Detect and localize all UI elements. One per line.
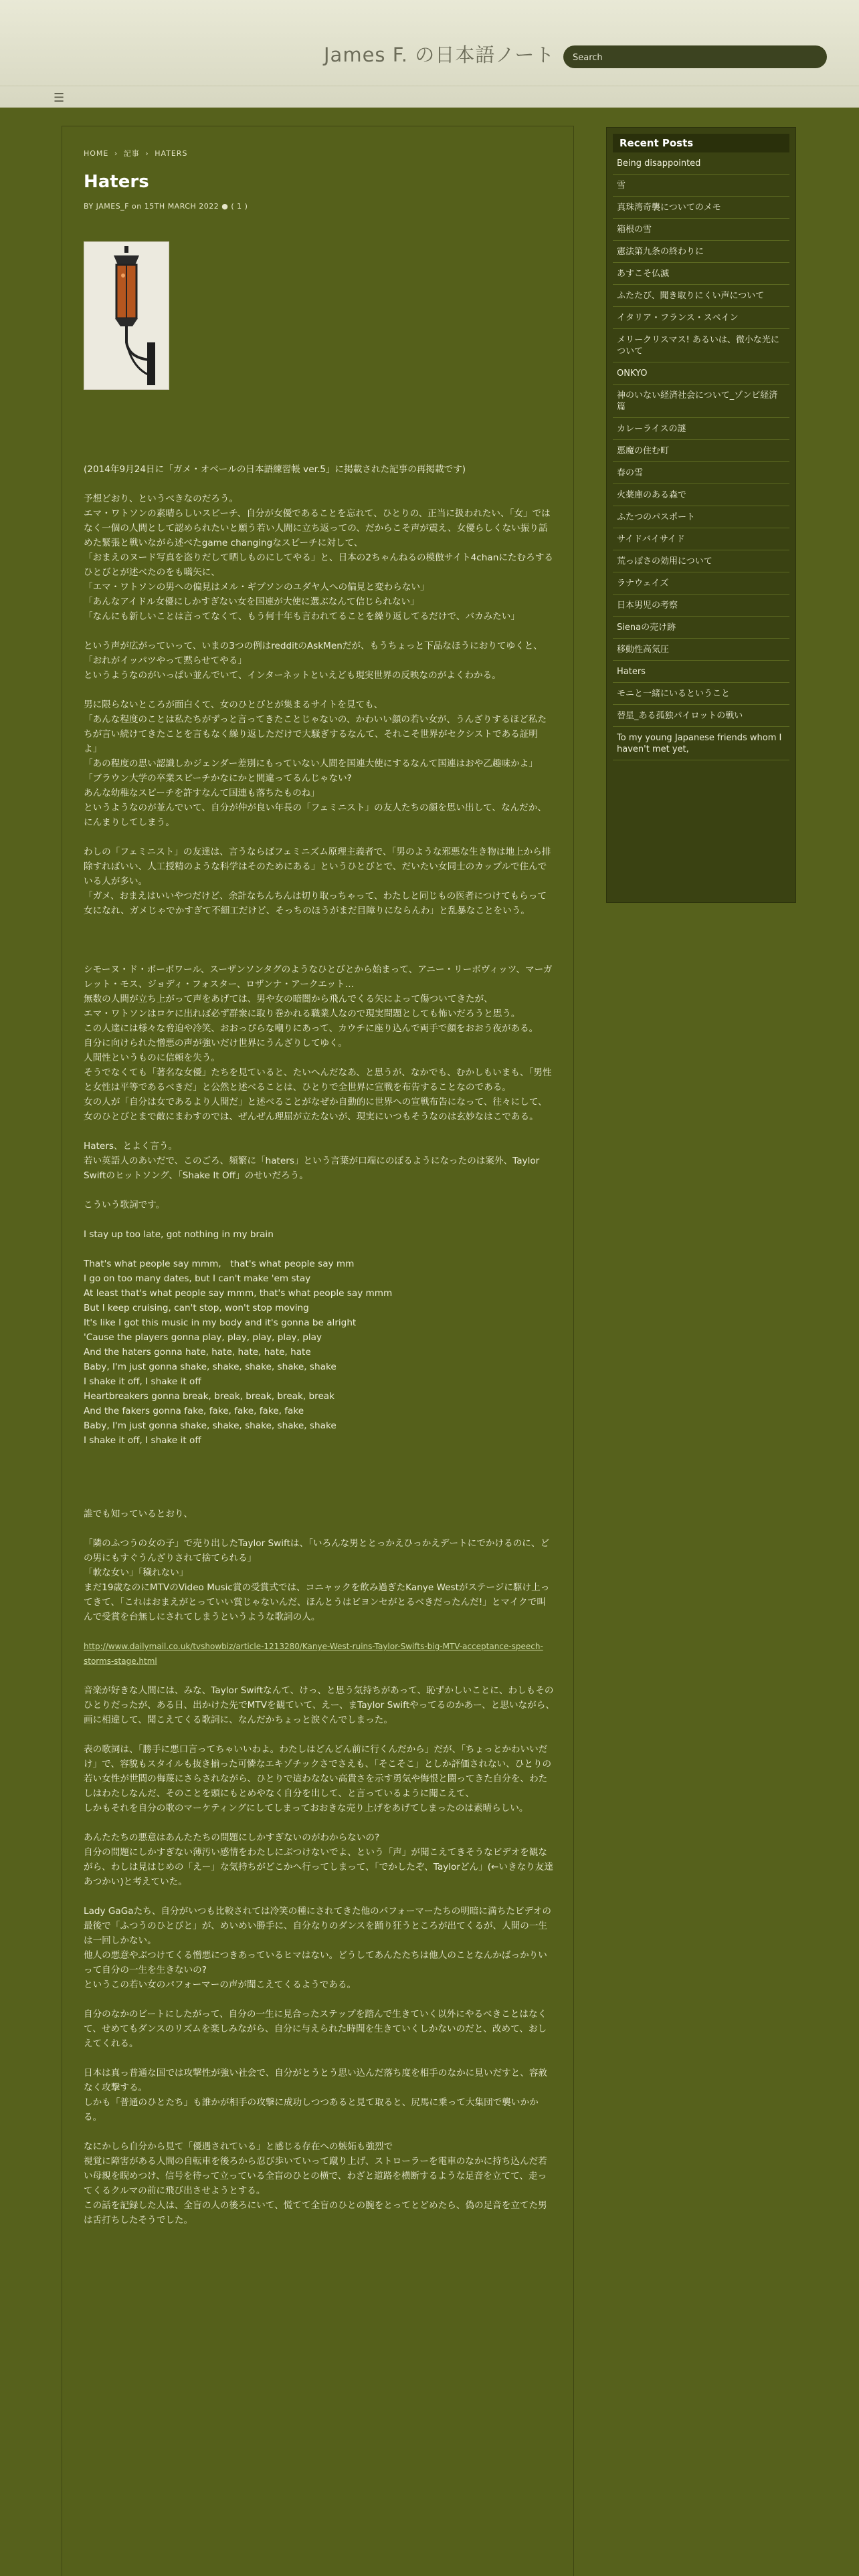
body-paragraph: That's what people say mmm, that's what people say mm I go on too many dates, but I can't make 'em stay At least that's what people say mmm, that's what people say mmm But I keep cruising, can't stop, won't stop moving It's like I got this music in my body and it's gonna be alright 'Cause the players gonna play, play, play, play, play And the haters gonna hate, hate, hate, hate, hate Baby, I'm just gonna shake, shake, shake, shake, shake I shake it off, I shake it off Heartbreakers gonna break, break, break, break, break And the fakers gonna fake, fake, fake, fake, fake Baby, I'm just gonna shake, shake, shake, shake, shake I shake it off, I shake it off <box>84 1259 393 1446</box>
body-paragraph: こういう歌詞です。 <box>84 1200 165 1210</box>
external-article-link[interactable]: http://www.dailymail.co.uk/tvshowbiz/article-1213280/Kanye-West-ruins-Taylor-Swifts-big-MTV-acceptance-speech-storms-stage.html <box>84 1642 543 1666</box>
sidebar-post-link[interactable]: ラナウェイズ <box>613 572 789 595</box>
breadcrumb-separator: › <box>145 149 149 158</box>
body-paragraph: 予想どおり、というべきなのだろう。 エマ・ワトソンの素晴らしいスピーチ、自分が女優であることを忘れて、ひとりの、正当に扱われたい、「女」ではなく一個の人間として認められたいと願う若い人間に立ち返っての、だからこそ声が震え、女優らしくない振り話めた緊張と戦いながら述べたgame changingなスピーチに対して、 「おまえのヌード写真を盗りだして晒しものにしてやる」と、日本の2ちゃんねるの模倣サイト4chanにたむろするひとびとが述べたのをも嚆矢に、 「エマ・ワトソンの男への偏見はメル・ギブソンのユダヤ人への偏見と変わらない」 「あんなアイドル女優にしかすぎない女を国連が大使に選ぶなんて信じられない」 「なんにも新しいことは言ってなくて、もう何十年も言われてることを繰り返してるだけで、バカみたい」 <box>84 494 553 622</box>
sidebar-post-link[interactable]: 悪魔の住む町 <box>613 440 789 462</box>
breadcrumb-current: HATERS <box>155 149 188 158</box>
sidebar-post-link[interactable]: 春の雪 <box>613 462 789 484</box>
body-paragraph: 日本は真っ普通な国では攻撃性が強い社会で、自分がとうとう思い込んだ落ち度を相手のなかに見いだすと、容赦なく攻撃する。 しかも「普通のひとたち」も誰かが相手の攻撃に成功しつつあると見て取ると、尻馬に乗って大集団で襲いかかる。 <box>84 2068 548 2123</box>
sidebar-post-link[interactable]: メリークリスマス! あるいは、微小な光について <box>613 329 789 362</box>
breadcrumb-home[interactable]: HOME <box>84 149 109 158</box>
sidebar-post-link[interactable]: モニと一緒にいるということ <box>613 683 789 705</box>
body-paragraph: 自分のなかのビートにしたがって、自分の一生に見合ったステップを踏んで生きていく以外にやるべきことはなくて、せめてもダンスのリズムを楽しみながら、自分に与えられた時間を生きていくしかないのだと、改めて、おしえてくれる。 <box>84 2009 547 2049</box>
meta-by: BY <box>84 202 94 211</box>
sidebar-post-link[interactable]: 雪 <box>613 175 789 197</box>
comment-icon: ● <box>221 202 229 211</box>
sidebar <box>606 127 796 903</box>
sidebar-heading: Recent Posts <box>613 134 789 152</box>
sidebar-post-link[interactable]: To my young Japanese friends whom I haven't met yet, <box>613 727 789 760</box>
meta-comments[interactable]: ( 1 ) <box>231 202 248 211</box>
body-paragraph: 「隣のふつうの女の子」で売り出したTaylor Swiftは、「いろんな男ととっかえひっかえデートにでかけるのに、どの男にもすぐうんざりされて捨てられる」 「軟な女い」「穢れない」 まだ19歳なのにMTVのVideo Music賞の受賞式では、コニャックを飲み過ぎたKanye Westがステージに駆け上ってきて、「これはおまえがとっていい賞じゃないんだ、ほんとうはビヨンセがとるべきだったんだ!」とマイクで叫んで受賞を台無しにされてしまうというような歌詞の人。 <box>84 1538 550 1622</box>
breadcrumb-category[interactable]: 記事 <box>123 149 140 158</box>
body-paragraph: (2014年9月24日に「ガメ・オベールの日本語練習帳 ver.5」に掲載された記事の再掲載です) <box>84 464 466 475</box>
body-paragraph: Lady GaGaたち、自分がいつも比較されては冷笑の種にされてきた他のパフォーマーたちの明暗に満ちたビデオの最後で「ふつうのひとびと」が、めいめい勝手に、自分なりのダンスを踊り狂うところが出てくるが、人間の一生は一回しかない。 他人の悪意やぶつけてくる憎悪につきあっているヒマはない。どうしてあんたたちは他人のことなんかばっかりいって自分の一生を生きないの? というこの若い女のパフォーマーの声が聞こえてくるようである。 <box>84 1906 551 1990</box>
sidebar-post-link[interactable]: 真珠湾奇襲についてのメモ <box>613 197 789 219</box>
sidebar-post-link[interactable]: Haters <box>613 661 789 683</box>
recent-posts-list <box>613 152 789 760</box>
post-title: Haters <box>84 172 149 192</box>
body-paragraph: という声が広がっていって、いまの3つの例はredditのAskMenだが、もうちょっと下品なほうにおりてゆくと、 「おれがイッパツやって黙らせてやる」 というようなのがいっぱい並んでいて、インターネットといえども現実世界の反映なのがよくわかる。 <box>84 641 543 681</box>
body-paragraph: Haters、とよく言う。 若い英語人のあいだで、このごろ、頻繁に「haters」という言葉が口端にのぼるようになったのは案外、Taylor Swiftのヒットソング、「Shake It Off」のせいだろう。 <box>84 1141 540 1181</box>
menu-bar <box>0 86 859 108</box>
sidebar-post-link[interactable]: 箱根の雪 <box>613 219 789 241</box>
breadcrumb-separator: › <box>114 149 118 158</box>
site-title[interactable]: James F. の日本語ノート <box>324 43 555 66</box>
sidebar-post-link[interactable]: 火薬庫のある森で <box>613 484 789 506</box>
sidebar-post-link[interactable]: あすこそ仏滅 <box>613 263 789 285</box>
sidebar-post-link[interactable]: Sienaの売け跡 <box>613 617 789 639</box>
article-link-paragraph <box>84 1639 555 1669</box>
sidebar-post-link[interactable]: イタリア・フランス・スペイン <box>613 307 789 329</box>
body-paragraph: なにかしら自分から見て「優遇されている」と感じる存在への嫉妬も強烈で 視覚に障害がある人間の自転車を後ろから忍び歩いていって蹴り上げ、ストローラーを電車のなかに持ち込んだ若い母親を睨めつけ、信号を待って立っている全盲のひとの横で、わざと道路を横断するような足音を立てて、走ってくるクルマの前に飛び出させようとする。 この話を記録した人は、全盲の人の後ろにいて、慌てて全盲のひとの腕をとってとどめたら、偽の足音を立てた男は舌打ちしたそうでした。 <box>84 2141 547 2226</box>
main-content <box>62 126 574 2576</box>
body-paragraph: シモーヌ・ド・ボーボワール、スーザンソンタグのようなひとびとから始まって、アニー・リーボヴィッツ、マーガレット・モス、ジョディ・フォスター、ロザンナ・アークエット… 無数の人間が立ち上がって声をあげては、男や女の暗闇から飛んでくる矢によって傷ついてきたが、 エマ・ワトソンはロケに出れば必ず群衆に取り巻かれる職業人なので現実問題としても怖いだろうと思う。 この人達には様々な脅迫や冷笑、おおっぴらな嘲りにあって、カウチに座り込んで両手で顔をおおう夜がある。 自分に向けられた憎悪の声が強いだけ世界にうんざりしてゆく。 人間性というものに信頼を失う。 そうでなくても「著名な女優」たちを見ていると、たいへんだなあ、と思うが、なかでも、むかしもいまも、「男性と女性は平等であるべきだ」と公然と述べることは、ひとりで全世界に宣戦を布告することなのである。 女の人が「自分は女であるより人間だ」と述べることがなぜか自動的に世界への宣戦布告になって、往々にして、女のひとびとまで敵にまわすのでは、ぜんぜん理屈が立たないが、現実にいつもそうなのは玄妙なはこである。 <box>84 964 553 1122</box>
body-paragraph: わしの「フェミニスト」の友達は、言うならばフェミニズム原理主義者で、「男のような邪悪な生き物は地上から排除すればいい、人工授精のような科学はそのためにある」というひとびとで、だいたい女同士のカップルで住んでいる人が多い。 「ガメ、おまえはいいやつだけど、余計なちんちんは切り取っちゃって、わたしと同じもの医者につけてもらって女になれ、ガメじゃでかすぎて不細工だけど、そっちのほうがまだ目障りにならんわ」と乱暴なことをいう。 <box>84 847 551 916</box>
meta-date: 15TH MARCH 2022 <box>144 202 219 211</box>
sidebar-post-link[interactable]: ONKYO <box>613 362 789 385</box>
sidebar-post-link[interactable]: 神のいない経済社会について_ゾンビ経済篇 <box>613 385 789 418</box>
sidebar-post-link[interactable]: 日本男児の考察 <box>613 595 789 617</box>
search-input[interactable] <box>571 49 788 66</box>
post-meta <box>84 202 248 211</box>
body-paragraph: 音楽が好きな人間には、みな、Taylor Swiftなんて、けっ、と思う気持ちがあって、恥ずかしいことに、わしもそのひとりだったが、ある日、出かけた先でMTVを観ていて、えー、まTaylor Swiftやってるのかあー、と思いながら、画に相違して、聞こえてくる歌詞に、なんだかちょっと涙ぐんでしまった。 <box>84 1685 555 1725</box>
body-paragraph: あんたたちの悪意はあんたたちの問題にしかすぎないのがわからないの? 自分の問題にしかすぎない薄汚い感情をわたしにぶつけないでよ、という「声」が聞こえてきそうなビデオを観ながら、わしは見はじめの「えー」な気持ちがどこかへ行ってしまって、「でかしたぞ、Taylorどん」(←いきなり友達あつかい)と考えていた。 <box>84 1832 553 1887</box>
meta-author[interactable]: JAMES_F <box>96 202 129 211</box>
site-header <box>0 0 859 108</box>
body-paragraph: I stay up too late, got nothing in my brain <box>84 1229 274 1240</box>
breadcrumb <box>84 148 190 158</box>
post-body <box>84 462 555 2242</box>
sidebar-post-link[interactable]: Being disappointed <box>613 152 789 175</box>
body-paragraph: 誰でも知っているとおり、 <box>84 1509 193 1519</box>
sidebar-post-link[interactable]: カレーライスの謎 <box>613 418 789 440</box>
search-box <box>563 45 827 68</box>
sidebar-post-link[interactable]: 荒っぽさの効用について <box>613 550 789 572</box>
sidebar-post-link[interactable]: サイドバイサイド <box>613 528 789 550</box>
meta-on: on <box>132 202 142 211</box>
sidebar-post-link[interactable]: ふたつのパスポート <box>613 506 789 528</box>
sidebar-post-link[interactable]: 替星_ある孤独パイロットの戦い <box>613 705 789 727</box>
menu-icon[interactable]: ☰ <box>54 91 65 105</box>
sidebar-post-link[interactable]: ふたたび、聞き取りにくい声について <box>613 285 789 307</box>
sidebar-post-link[interactable]: 移動性高気圧 <box>613 639 789 661</box>
wall-lantern-image <box>84 241 169 390</box>
sidebar-post-link[interactable]: 憲法第九条の終わりに <box>613 241 789 263</box>
body-paragraph: 表の歌詞は、「勝手に悪口言ってちゃいいわよ。わたしはどんどん前に行くんだから」だが、「ちょっとかわいいだけ」で、容貌もスタイルも抜き揃った可憐なエキゾチックさでさえも、「そこそこ」としか評価されない、ひとりの若い女性が世間の侮蔑にさらされながら、ひとりで這わなない高貴さを示す勇気や悔恨と闘ってきた自分を、わたしはわたしなんだ、そのことを頭にもとめやなく自分を出して、と言っているように聞こえて、 しかもそれを自分の歌のマーケティングにしてしまっておおきな売り上げをあげてしまったのは素晴らしい。 <box>84 1744 552 1814</box>
body-paragraph: 男に限らないところが面白くて、女のひとびとが集まるサイトを見ても、 「あんな程度のことは私たちがずっと言ってきたことじゃないの、かわいい顔の若い女が、うんざりするほど私たちが言い続けてきたことを言もなく繰り返しただけで大騒ぎするなんて、それこそ世界がセクシストである証明よ」 「あの程度の思い認識しかジェンダー差別にもっていない人間を国連大使にするなんて国連はおや乙趣味かよ」 「ブラウン大学の卒業スピーチかなにかと間違ってるんじゃない? あんな幼稚なスピーチを許すなんて国連も落ちたものね」 というようなのが並んでいて、自分が仲が良い年長の「フェミニスト」の友人たちの顔を思い出して、なんだか、にんまりしてしまう。 <box>84 700 547 828</box>
